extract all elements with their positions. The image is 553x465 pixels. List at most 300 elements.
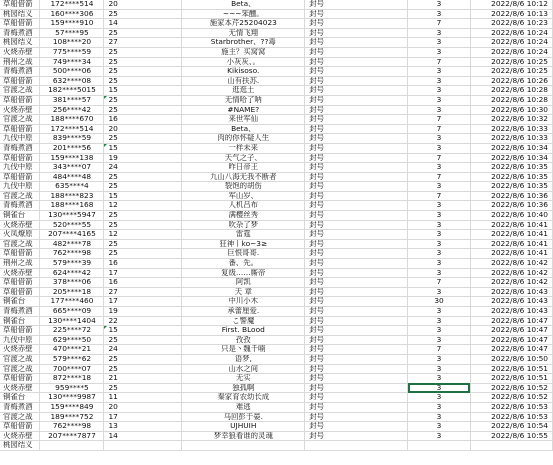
player-name-cell[interactable]: ~~~笨醺。 <box>182 9 305 19</box>
timestamp-cell[interactable]: 2022/8/6 10:35 <box>470 163 552 173</box>
player-name-cell[interactable]: 承蕾厘爱. <box>182 307 305 317</box>
ban-days-cell[interactable]: 3 <box>408 211 471 221</box>
action-cell[interactable]: 封号 <box>305 239 408 249</box>
server-cell[interactable]: 草船借箭 <box>0 124 40 134</box>
account-id-cell[interactable]: 520****55 <box>40 220 104 230</box>
action-cell[interactable]: 封号 <box>305 182 408 192</box>
account-id-cell[interactable]: 108****20 <box>40 38 104 48</box>
account-id-cell[interactable]: 959****5 <box>40 383 104 393</box>
timestamp-cell[interactable]: 2022/8/6 10:33 <box>470 124 552 134</box>
action-cell[interactable]: 封号 <box>305 431 408 441</box>
action-cell[interactable]: 封号 <box>305 211 408 221</box>
action-cell[interactable]: 封号 <box>305 259 408 269</box>
server-cell[interactable]: 青梅煮酒 <box>0 67 40 77</box>
account-id-cell[interactable]: 130****9987 <box>40 393 104 403</box>
server-cell[interactable]: 草船借箭 <box>0 95 40 105</box>
server-cell[interactable]: 火烧赤壁 <box>0 345 40 355</box>
action-cell[interactable]: 封号 <box>305 220 408 230</box>
action-cell[interactable]: 封号 <box>305 249 408 259</box>
table-row[interactable] <box>0 153 553 163</box>
timestamp-cell[interactable]: 2022/8/6 10:52 <box>470 393 552 403</box>
server-cell[interactable]: 九伐中原 <box>0 163 40 173</box>
timestamp-cell[interactable]: 2022/8/6 10:28 <box>470 86 552 96</box>
server-cell[interactable]: 九伐中原 <box>0 134 40 144</box>
timestamp-cell[interactable]: 2022/8/6 10:25 <box>470 57 552 67</box>
ban-days-cell[interactable]: 3 <box>408 95 471 105</box>
server-cell[interactable]: 草船借箭 <box>0 249 40 259</box>
ban-days-cell[interactable] <box>408 441 471 451</box>
player-name-cell[interactable]: こ警魔 <box>182 316 305 326</box>
ban-days-cell[interactable]: 7 <box>408 345 471 355</box>
table-row[interactable] <box>0 335 553 345</box>
player-name-cell[interactable]: 狂神丨ko~3≥ <box>182 239 305 249</box>
level-cell[interactable]: 25 <box>104 57 182 67</box>
ban-days-cell[interactable]: 3 <box>408 182 471 192</box>
level-cell[interactable] <box>104 441 182 451</box>
player-name-cell[interactable]: 肉的你怀疑人生 <box>182 134 305 144</box>
player-name-cell[interactable] <box>182 441 305 451</box>
action-cell[interactable]: 封号 <box>305 38 408 48</box>
action-cell[interactable]: 封号 <box>305 153 408 163</box>
table-row[interactable] <box>0 38 553 48</box>
table-row[interactable] <box>0 86 553 96</box>
table-row[interactable] <box>0 316 553 326</box>
account-id-cell[interactable]: 225****72 <box>40 326 104 336</box>
action-cell[interactable]: 封号 <box>305 335 408 345</box>
ban-days-cell[interactable]: 3 <box>408 47 471 57</box>
level-cell[interactable]: 19 <box>104 153 182 163</box>
level-cell[interactable]: 25 <box>104 249 182 259</box>
account-id-cell[interactable]: 762****98 <box>40 422 104 432</box>
timestamp-cell[interactable]: 2022/8/6 10:36 <box>470 201 552 211</box>
table-row[interactable] <box>0 19 553 29</box>
account-id-cell[interactable]: 378****06 <box>40 278 104 288</box>
account-id-cell[interactable]: 579****39 <box>40 259 104 269</box>
ban-days-cell[interactable]: 7 <box>408 124 471 134</box>
server-cell[interactable]: 官渡之战 <box>0 239 40 249</box>
level-cell[interactable]: 24 <box>104 345 182 355</box>
account-id-cell[interactable] <box>40 441 104 451</box>
account-id-cell[interactable]: 470****21 <box>40 345 104 355</box>
table-row[interactable] <box>0 57 553 67</box>
server-cell[interactable]: 草船借箭 <box>0 153 40 163</box>
action-cell[interactable]: 封号 <box>305 393 408 403</box>
action-cell[interactable]: 封号 <box>305 354 408 364</box>
account-id-cell[interactable]: 579****62 <box>40 354 104 364</box>
table-row[interactable] <box>0 172 553 182</box>
table-row[interactable] <box>0 374 553 384</box>
player-name-cell[interactable]: 天气之子、 <box>182 153 305 163</box>
timestamp-cell[interactable]: 2022/8/6 10:42 <box>470 278 552 288</box>
ban-days-cell[interactable]: 3 <box>408 259 471 269</box>
server-cell[interactable]: 草船借箭 <box>0 422 40 432</box>
account-id-cell[interactable]: 188****670 <box>40 115 104 125</box>
server-cell[interactable]: 桃园结义 <box>0 9 40 19</box>
action-cell[interactable]: 封号 <box>305 172 408 182</box>
ban-days-cell[interactable]: 7 <box>408 19 471 29</box>
account-id-cell[interactable]: 775****59 <box>40 47 104 57</box>
table-row[interactable] <box>0 28 553 38</box>
table-row[interactable] <box>0 76 553 86</box>
table-row[interactable] <box>0 182 553 192</box>
action-cell[interactable]: 封号 <box>305 402 408 412</box>
server-cell[interactable]: 火烧赤壁 <box>0 431 40 441</box>
timestamp-cell[interactable]: 2022/8/6 10:50 <box>470 354 552 364</box>
server-cell[interactable]: 草船借箭 <box>0 287 40 297</box>
server-cell[interactable]: 官渡之战 <box>0 191 40 201</box>
table-row[interactable] <box>0 163 553 173</box>
server-cell[interactable]: 火烧赤壁 <box>0 105 40 115</box>
ban-days-cell[interactable]: 3 <box>408 105 471 115</box>
account-id-cell[interactable]: 189****752 <box>40 412 104 422</box>
account-id-cell[interactable]: 256****42 <box>40 105 104 115</box>
player-name-cell[interactable]: 九山八海无我不断者 <box>182 172 305 182</box>
player-name-cell[interactable]: Kikisoso. <box>182 67 305 77</box>
player-name-cell[interactable]: 独孤啊 <box>182 383 305 393</box>
action-cell[interactable]: 封号 <box>305 86 408 96</box>
player-name-cell[interactable]: 语梦, <box>182 354 305 364</box>
level-cell[interactable]: 25 <box>104 182 182 192</box>
action-cell[interactable]: 封号 <box>305 230 408 240</box>
timestamp-cell[interactable]: 2022/8/6 10:47 <box>470 316 552 326</box>
player-name-cell[interactable]: 满樱丝秀 <box>182 211 305 221</box>
timestamp-cell[interactable]: 2022/8/6 10:34 <box>470 153 552 163</box>
player-name-cell[interactable]: 小灰灰、。 <box>182 57 305 67</box>
ban-days-cell[interactable]: 3 <box>408 326 471 336</box>
timestamp-cell[interactable]: 2022/8/6 10:41 <box>470 220 552 230</box>
server-cell[interactable]: 草船借箭 <box>0 172 40 182</box>
timestamp-cell[interactable]: 2022/8/6 10:35 <box>470 172 552 182</box>
ban-days-cell[interactable]: 3 <box>408 287 471 297</box>
level-cell[interactable]: 19 <box>104 307 182 317</box>
table-row[interactable] <box>0 354 553 364</box>
level-cell[interactable]: 25 <box>104 67 182 77</box>
player-name-cell[interactable]: Beta、 <box>182 0 305 9</box>
action-cell[interactable]: 封号 <box>305 364 408 374</box>
ban-days-cell[interactable]: 3 <box>408 422 471 432</box>
action-cell[interactable]: 封号 <box>305 134 408 144</box>
server-cell[interactable]: 火烧赤壁 <box>0 220 40 230</box>
timestamp-cell[interactable]: 2022/8/6 10:24 <box>470 28 552 38</box>
table-row[interactable] <box>0 441 553 451</box>
account-id-cell[interactable]: 57****95 <box>40 28 104 38</box>
level-cell[interactable]: 21 <box>104 374 182 384</box>
table-row[interactable] <box>0 105 553 115</box>
account-id-cell[interactable]: 635****4 <box>40 182 104 192</box>
table-row[interactable] <box>0 431 553 441</box>
ban-days-cell[interactable]: 3 <box>408 307 471 317</box>
timestamp-cell[interactable]: 2022/8/6 10:24 <box>470 38 552 48</box>
player-name-cell[interactable]: 无情飞翔 <box>182 28 305 38</box>
action-cell[interactable]: 封号 <box>305 278 408 288</box>
player-name-cell[interactable]: 一样未来 <box>182 143 305 153</box>
account-id-cell[interactable]: 159****910 <box>40 19 104 29</box>
action-cell[interactable]: 封号 <box>305 383 408 393</box>
table-row[interactable] <box>0 9 553 19</box>
table-row[interactable] <box>0 67 553 77</box>
timestamp-cell[interactable]: 2022/8/6 10:32 <box>470 115 552 125</box>
table-row[interactable] <box>0 383 553 393</box>
timestamp-cell[interactable]: 2022/8/6 10:28 <box>470 95 552 105</box>
level-cell[interactable]: 25 <box>104 364 182 374</box>
action-cell[interactable]: 封号 <box>305 326 408 336</box>
level-cell[interactable]: 13 <box>104 422 182 432</box>
timestamp-cell[interactable]: 2022/8/6 10:47 <box>470 335 552 345</box>
account-id-cell[interactable]: 629****50 <box>40 335 104 345</box>
account-id-cell[interactable]: 182****5015 <box>40 86 104 96</box>
server-cell[interactable]: 青梅煮酒 <box>0 201 40 211</box>
player-name-cell[interactable]: 梦幸狼看谁的灵魂 <box>182 431 305 441</box>
timestamp-cell[interactable]: 2022/8/6 10:51 <box>470 364 552 374</box>
player-name-cell[interactable]: 无情哈了呐 <box>182 95 305 105</box>
server-cell[interactable]: 火凤燎原 <box>0 230 40 240</box>
level-cell[interactable]: 25 <box>104 239 182 249</box>
level-cell[interactable]: 25 <box>104 95 182 105</box>
action-cell[interactable]: 封号 <box>305 19 408 29</box>
ban-days-cell[interactable]: 7 <box>408 172 471 182</box>
timestamp-cell[interactable]: 2022/8/6 10:53 <box>470 412 552 422</box>
server-cell[interactable]: 火烧赤壁 <box>0 268 40 278</box>
server-cell[interactable]: 火烧赤壁 <box>0 47 40 57</box>
timestamp-cell[interactable]: 2022/8/6 10:54 <box>470 422 552 432</box>
ban-days-cell[interactable]: 3 <box>408 383 471 393</box>
action-cell[interactable]: 封号 <box>305 57 408 67</box>
account-id-cell[interactable]: 624****42 <box>40 268 104 278</box>
server-cell[interactable]: 九伐中原 <box>0 182 40 192</box>
level-cell[interactable]: 20 <box>104 402 182 412</box>
level-cell[interactable]: 17 <box>104 297 182 307</box>
player-name-cell[interactable]: 难逃 <box>182 402 305 412</box>
table-row[interactable] <box>0 326 553 336</box>
ban-days-cell[interactable]: 3 <box>408 364 471 374</box>
level-cell[interactable]: 12 <box>104 201 182 211</box>
timestamp-cell[interactable]: 2022/8/6 10:42 <box>470 259 552 269</box>
table-row[interactable] <box>0 287 553 297</box>
table-row[interactable] <box>0 307 553 317</box>
server-cell[interactable]: 铜雀台 <box>0 211 40 221</box>
level-cell[interactable]: 25 <box>104 220 182 230</box>
timestamp-cell[interactable]: 2022/8/6 10:47 <box>470 345 552 355</box>
timestamp-cell[interactable]: 2022/8/6 10:30 <box>470 105 552 115</box>
player-name-cell[interactable]: 秦家育农幼长成 <box>182 393 305 403</box>
account-id-cell[interactable]: 343****07 <box>40 163 104 173</box>
table-row[interactable] <box>0 249 553 259</box>
level-cell[interactable]: 25 <box>104 172 182 182</box>
timestamp-cell[interactable]: 2022/8/6 10:42 <box>470 268 552 278</box>
account-id-cell[interactable]: 130****5947 <box>40 211 104 221</box>
table-row[interactable] <box>0 191 553 201</box>
player-name-cell[interactable]: 孜孜 <box>182 335 305 345</box>
level-cell[interactable]: 25 <box>104 335 182 345</box>
server-cell[interactable]: 铜雀台 <box>0 297 40 307</box>
player-name-cell[interactable]: 马回彭于晏. <box>182 412 305 422</box>
account-id-cell[interactable]: 839****59 <box>40 134 104 144</box>
timestamp-cell[interactable]: 2022/8/6 10:24 <box>470 47 552 57</box>
level-cell[interactable]: 11 <box>104 393 182 403</box>
account-id-cell[interactable]: 500****06 <box>40 67 104 77</box>
player-name-cell[interactable]: UJHUIH <box>182 422 305 432</box>
level-cell[interactable]: 24 <box>104 163 182 173</box>
server-cell[interactable]: 官渡之战 <box>0 412 40 422</box>
ban-days-cell[interactable]: 30 <box>408 297 471 307</box>
player-name-cell[interactable]: 山有扶苏. <box>182 76 305 86</box>
level-cell[interactable]: 25 <box>104 211 182 221</box>
player-name-cell[interactable]: 雷霆 <box>182 230 305 240</box>
timestamp-cell[interactable]: 2022/8/6 10:51 <box>470 374 552 384</box>
account-id-cell[interactable]: 665****09 <box>40 307 104 317</box>
server-cell[interactable]: 荆州之战 <box>0 57 40 67</box>
player-name-cell[interactable]: 人机吕布 <box>182 201 305 211</box>
timestamp-cell[interactable]: 2022/8/6 10:55 <box>470 431 552 441</box>
timestamp-cell[interactable]: 2022/8/6 10:34 <box>470 143 552 153</box>
ban-days-cell[interactable]: 3 <box>408 201 471 211</box>
timestamp-cell[interactable]: 2022/8/6 10:12 <box>470 0 552 9</box>
server-cell[interactable]: 青梅煮酒 <box>0 143 40 153</box>
timestamp-cell[interactable]: 2022/8/6 10:52 <box>470 383 552 393</box>
table-row[interactable] <box>0 201 553 211</box>
server-cell[interactable]: 官渡之战 <box>0 354 40 364</box>
level-cell[interactable]: 27 <box>104 38 182 48</box>
action-cell[interactable]: 封号 <box>305 9 408 19</box>
table-row[interactable] <box>0 422 553 432</box>
action-cell[interactable]: 封号 <box>305 115 408 125</box>
server-cell[interactable]: 九伐中原 <box>0 335 40 345</box>
server-cell[interactable]: 桃园结义 <box>0 441 40 451</box>
ban-days-cell[interactable]: 3 <box>408 393 471 403</box>
player-name-cell[interactable]: 阿凯 <box>182 278 305 288</box>
table-row[interactable] <box>0 393 553 403</box>
table-row[interactable] <box>0 230 553 240</box>
action-cell[interactable]: 封号 <box>305 0 408 9</box>
server-cell[interactable]: 铜雀台 <box>0 316 40 326</box>
player-name-cell[interactable]: 复级……厮帝 <box>182 268 305 278</box>
account-id-cell[interactable]: 762****98 <box>40 249 104 259</box>
ban-days-cell[interactable]: 3 <box>408 431 471 441</box>
player-name-cell[interactable]: 番、先。 <box>182 259 305 269</box>
table-row[interactable] <box>0 297 553 307</box>
action-cell[interactable] <box>305 441 408 451</box>
account-id-cell[interactable]: 172****514 <box>40 0 104 9</box>
ban-days-cell[interactable]: 3 <box>408 335 471 345</box>
timestamp-cell[interactable] <box>470 441 552 451</box>
server-cell[interactable]: 青梅煮酒 <box>0 28 40 38</box>
player-name-cell[interactable]: 只是丶魏千喃 <box>182 345 305 355</box>
ban-days-cell[interactable]: 3 <box>408 268 471 278</box>
player-name-cell[interactable]: 中川小木 <box>182 297 305 307</box>
server-cell[interactable]: 官渡之战 <box>0 364 40 374</box>
level-cell[interactable]: 25 <box>104 47 182 57</box>
level-cell[interactable]: 25 <box>104 9 182 19</box>
action-cell[interactable]: 封号 <box>305 124 408 134</box>
ban-days-cell[interactable]: 7 <box>408 153 471 163</box>
account-id-cell[interactable]: 205****18 <box>40 287 104 297</box>
player-name-cell[interactable]: 吹杂了梦 <box>182 220 305 230</box>
account-id-cell[interactable]: 160****306 <box>40 9 104 19</box>
player-name-cell[interactable]: 逛逛土 <box>182 86 305 96</box>
action-cell[interactable]: 封号 <box>305 191 408 201</box>
action-cell[interactable]: 封号 <box>305 374 408 384</box>
action-cell[interactable]: 封号 <box>305 412 408 422</box>
level-cell[interactable]: 16 <box>104 259 182 269</box>
ban-days-cell[interactable]: 3 <box>408 76 471 86</box>
table-row[interactable] <box>0 364 553 374</box>
ban-days-cell[interactable]: 3 <box>408 28 471 38</box>
timestamp-cell[interactable]: 2022/8/6 10:41 <box>470 249 552 259</box>
action-cell[interactable]: 封号 <box>305 268 408 278</box>
ban-days-cell[interactable]: 3 <box>408 143 471 153</box>
server-cell[interactable]: 火烧赤壁 <box>0 383 40 393</box>
table-row[interactable] <box>0 211 553 221</box>
action-cell[interactable]: 封号 <box>305 163 408 173</box>
timestamp-cell[interactable]: 2022/8/6 10:43 <box>470 307 552 317</box>
table-row[interactable] <box>0 268 553 278</box>
ban-days-cell[interactable]: 3 <box>408 249 471 259</box>
ban-days-cell[interactable]: 3 <box>408 0 471 9</box>
server-cell[interactable]: 铜雀台 <box>0 393 40 403</box>
timestamp-cell[interactable]: 2022/8/6 10:13 <box>470 9 552 19</box>
table-row[interactable] <box>0 115 553 125</box>
player-name-cell[interactable]: 无实 <box>182 374 305 384</box>
player-name-cell[interactable]: 施家本芹25204023 <box>182 19 305 29</box>
account-id-cell[interactable]: 381****57 <box>40 95 104 105</box>
server-cell[interactable]: 青梅煮酒 <box>0 307 40 317</box>
level-cell[interactable]: 20 <box>104 124 182 134</box>
level-cell[interactable]: 25 <box>104 76 182 86</box>
level-cell[interactable]: 12 <box>104 230 182 240</box>
action-cell[interactable]: 封号 <box>305 105 408 115</box>
account-id-cell[interactable]: 484****48 <box>40 172 104 182</box>
table-row[interactable] <box>0 0 553 9</box>
timestamp-cell[interactable]: 2022/8/6 10:33 <box>470 134 552 144</box>
ban-days-cell[interactable]: 3 <box>408 412 471 422</box>
level-cell[interactable]: 14 <box>104 19 182 29</box>
ban-days-cell[interactable]: 3 <box>408 134 471 144</box>
timestamp-cell[interactable]: 2022/8/6 10:25 <box>470 67 552 77</box>
action-cell[interactable]: 封号 <box>305 422 408 432</box>
timestamp-cell[interactable]: 2022/8/6 10:53 <box>470 402 552 412</box>
table-row[interactable] <box>0 278 553 288</box>
ban-days-cell[interactable]: 3 <box>408 9 471 19</box>
account-id-cell[interactable]: 177****460 <box>40 297 104 307</box>
level-cell[interactable]: 16 <box>104 115 182 125</box>
level-cell[interactable]: 15 <box>104 326 182 336</box>
player-name-cell[interactable]: 来世军仙 <box>182 115 305 125</box>
player-name-cell[interactable]: 裂饱的胡伤 <box>182 182 305 192</box>
player-name-cell[interactable]: Starbrother、??毒 <box>182 38 305 48</box>
level-cell[interactable]: 25 <box>104 105 182 115</box>
table-row[interactable] <box>0 259 553 269</box>
account-id-cell[interactable]: 172****514 <box>40 124 104 134</box>
table-row[interactable] <box>0 345 553 355</box>
level-cell[interactable]: 15 <box>104 86 182 96</box>
table-row[interactable] <box>0 134 553 144</box>
action-cell[interactable]: 封号 <box>305 143 408 153</box>
action-cell[interactable]: 封号 <box>305 95 408 105</box>
server-cell[interactable]: 官渡之战 <box>0 86 40 96</box>
player-name-cell[interactable]: 军山岁、 <box>182 191 305 201</box>
ban-days-cell[interactable]: 7 <box>408 278 471 288</box>
action-cell[interactable]: 封号 <box>305 316 408 326</box>
action-cell[interactable]: 封号 <box>305 76 408 86</box>
ban-days-cell[interactable]: 3 <box>408 354 471 364</box>
table-row[interactable] <box>0 402 553 412</box>
ban-days-cell[interactable]: 3 <box>408 316 471 326</box>
timestamp-cell[interactable]: 2022/8/6 10:47 <box>470 326 552 336</box>
server-cell[interactable]: 草船借箭 <box>0 19 40 29</box>
timestamp-cell[interactable]: 2022/8/6 10:23 <box>470 19 552 29</box>
player-name-cell[interactable]: Beta、 <box>182 124 305 134</box>
account-id-cell[interactable]: 207****4165 <box>40 230 104 240</box>
